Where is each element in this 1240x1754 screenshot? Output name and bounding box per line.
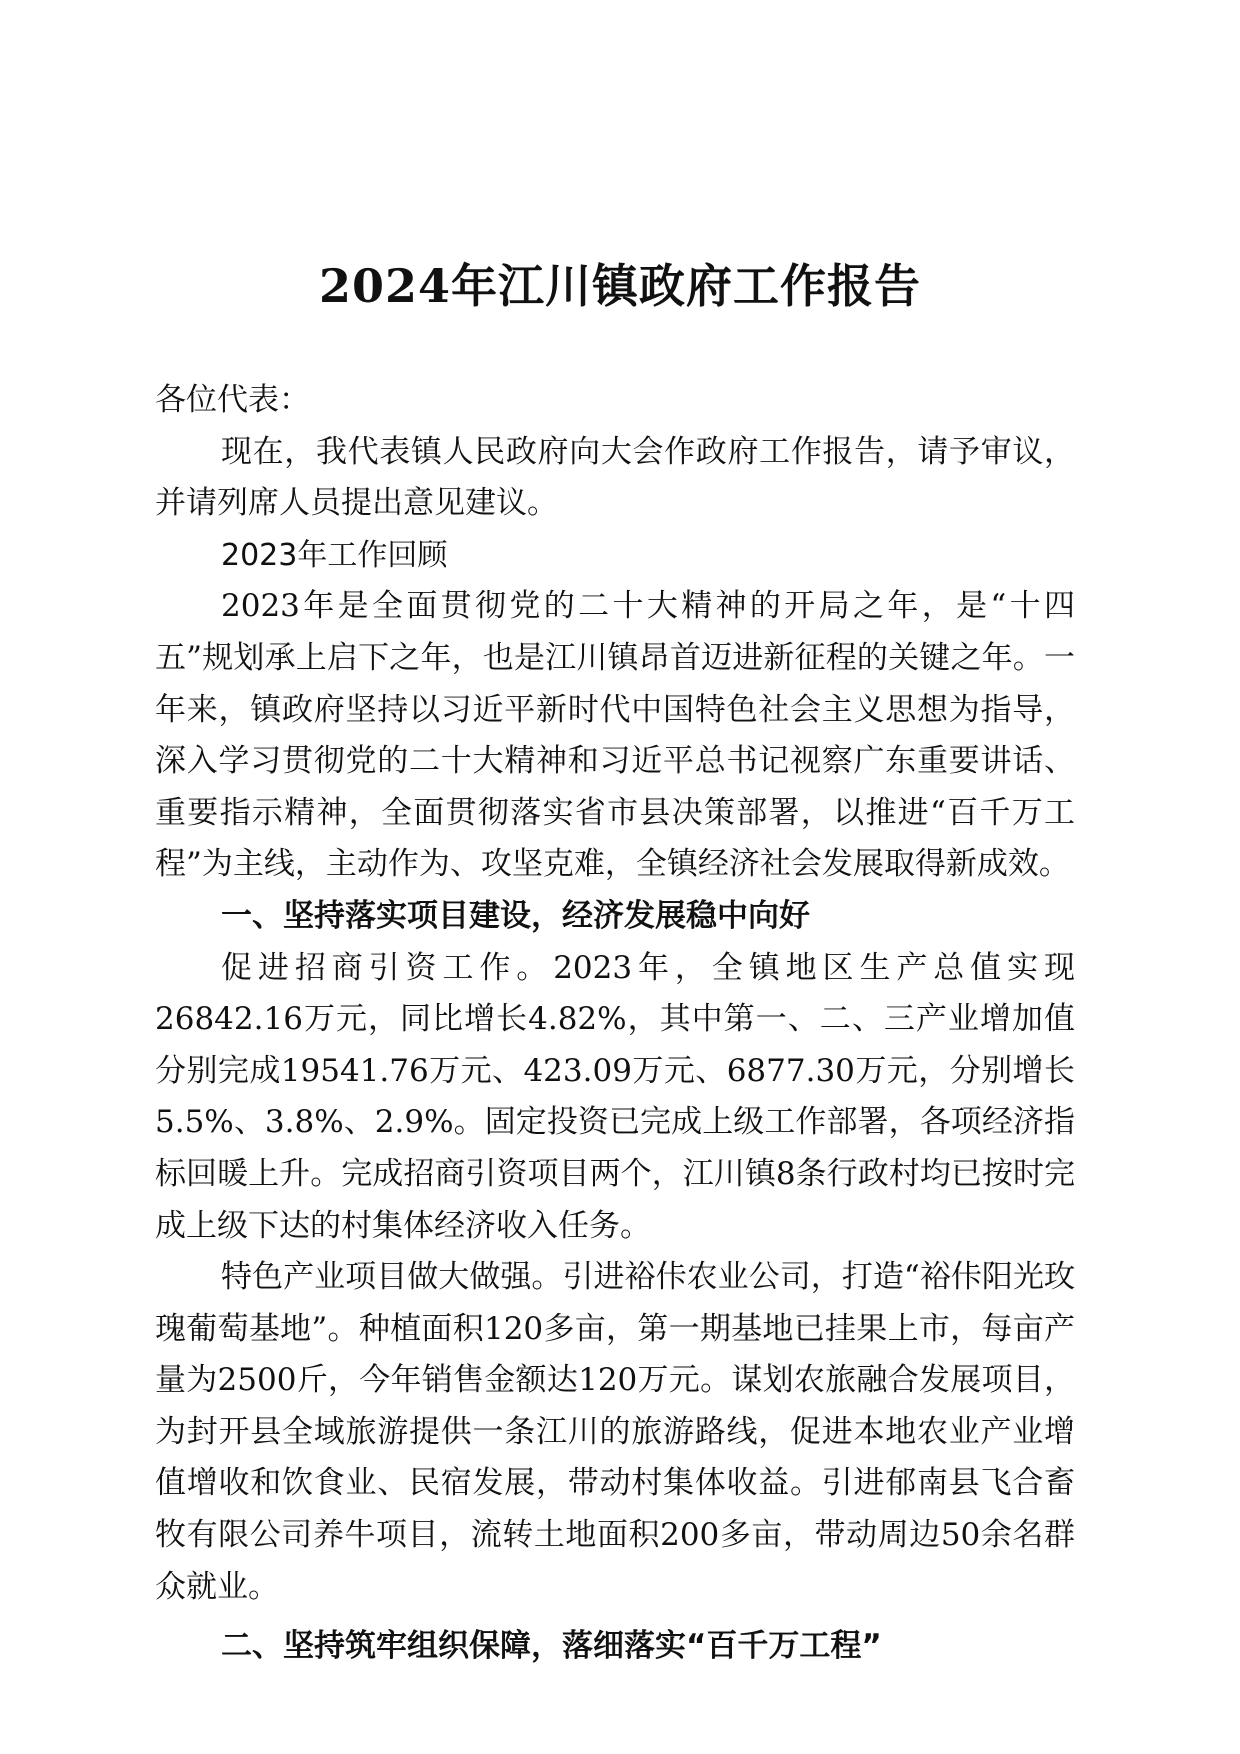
review-paragraph: 2023年是全面贯彻党的二十大精神的开局之年，是“十四五”规划承上启下之年，也是江川镇昂首迈进新征程的关键之年。一年来，镇政府坚持以习近平新时代中国特色社会主义思想为指导，深入学习贯彻党的二十大精神和习近平总书记视察广东重要讲话、重要指示精神，全面贯彻落实省市县决策部署，以推进“百千万工程”为主线，主动作为、攻坚克难，全镇经济社会发展取得新成效。 (155, 588, 1075, 883)
section-1-paragraph-2: 特色产业项目做大做强。引进裕佧农业公司，打造“裕佧阳光玫瑰葡萄基地”。种植面积120多亩，第一期基地已挂果上市，每亩产量为2500斤，今年销售金额达120万元。谋划农旅融合发展项目，为封开县全域旅游提供一条江川的旅游路线，促进本地农业产业增值增收和饮食业、民宿发展，带动村集体收益。引进郁南县飞合畜牧有限公司养牛项目，流转土地面积200多亩，带动周边50余名群众就业。 (155, 1259, 1075, 1605)
document-title: 2024年江川镇政府工作报告 (318, 259, 922, 313)
review-heading: 2023年工作回顾 (221, 537, 448, 573)
section-2-heading: 二、坚持筑牢组织保障，落细落实“百千万工程” (221, 1628, 882, 1665)
salutation: 各位代表： (155, 382, 310, 418)
section-1-heading: 一、坚持落实项目建设，经济发展稳中向好 (221, 897, 810, 934)
document-body (155, 375, 1075, 1673)
intro-paragraph: 现在，我代表镇人民政府向大会作政府工作报告，请予审议，并请列席人员提出意见建议。 (155, 433, 1075, 522)
section-1-paragraph-1: 促进招商引资工作。2023年，全镇地区生产总值实现26842.16万元，同比增长4.82%，其中第一、二、三产业增加值分别完成19541.76万元、423.09万元、6877.30万元，分别增长5.5%、3.8%、2.9%。固定投资已完成上级工作部署，各项经济指标回暖上升。完成招商引资项目两个，江川镇8条行政村均已按时完成上级下达的村集体经济收入任务。 (155, 949, 1075, 1244)
